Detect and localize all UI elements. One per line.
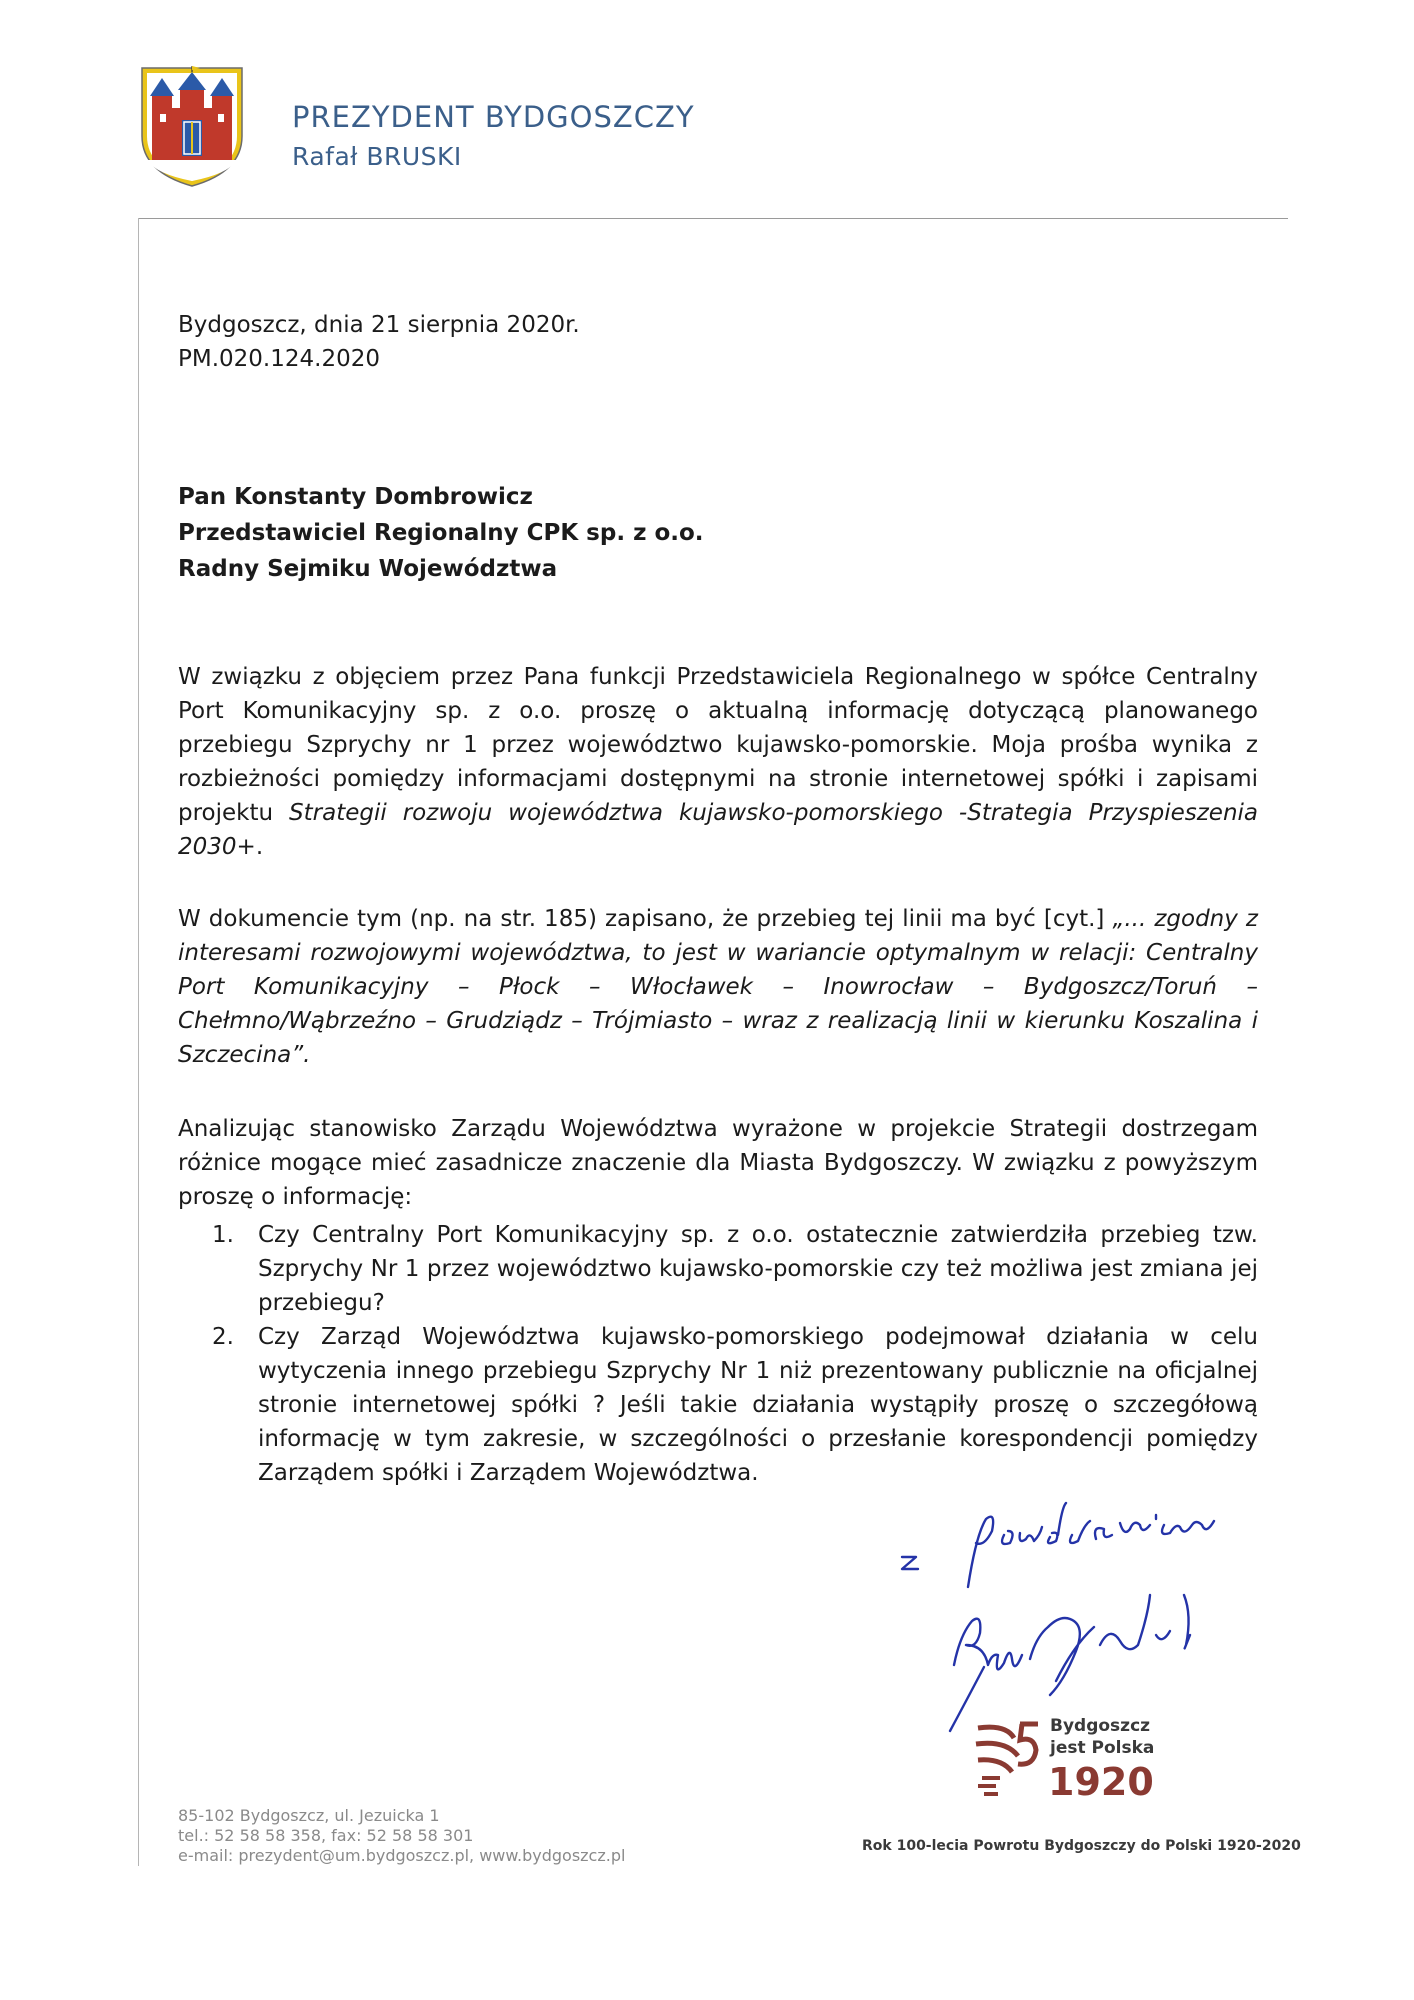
addressee-role: Przedstawiciel Regionalny CPK sp. z o.o.: [178, 520, 704, 546]
paragraph-3: Analizując stanowisko Zarządu Województwa wyrażone w projekcie Strategii dostrzegam różnice mogące mieć zasadnicze znaczenie dla Miasta Bydgoszczy. W związku z powyższym proszę o informację:: [178, 1116, 1258, 1210]
paragraph-1: W związku z objęciem przez Pana funkcji Przedstawiciela Regionalnego w spółce Centralny Port Komunikacyjny sp. z o.o. proszę o aktualną informację dotyczącą planowanego przebiegu Szprychy nr 1 przez województwo kujawsko-pomorskie. Moja prośba wynika z rozbieżności pomiędzy informacjami dostępnymi na stronie internetowej spółki i zapisami projektu Strategii rozwoju województwa kujawsko-pomorskiego -Strategia Przyspieszenia 2030+.: [178, 664, 1259, 860]
addressee-name: Pan Konstanty Dombrowicz: [178, 484, 533, 510]
margin-line: [138, 218, 139, 1866]
reference-number: PM.020.124.2020: [178, 346, 380, 372]
footer-contact: e-mail: prezydent@um.bydgoszcz.pl, www.bydgoszcz.pl: [178, 1846, 626, 1865]
header-divider: [138, 218, 1288, 219]
handwritten-signature: [880, 1495, 1300, 1735]
logo-line-2: jest Polska: [1050, 1738, 1155, 1758]
logo-line-1: Bydgoszcz: [1050, 1716, 1151, 1736]
coat-of-arms-icon: [138, 64, 246, 188]
logo-mark-icon: [972, 1720, 1042, 1804]
officer-name: Rafał BRUSKI: [292, 142, 462, 171]
footer-phone: tel.: 52 58 58 358, fax: 52 58 58 301: [178, 1826, 474, 1845]
paragraph-2: W dokumencie tym (np. na str. 185) zapisano, że przebieg tej linii ma być [cyt.] „... zgodny z interesami rozwojowymi województwa, to jest w wariancie optymalnym w relacji: Centralny Port Komunikacyjny – Płock – Włocławek – Inowrocław – Bydgoszcz/Toruń – Chełmno/Wąbrzeźno – Grudziądz – Trójmiasto – wraz z realizacją linii w kierunku Koszalina i Szczecina”.: [178, 906, 1258, 1068]
list-item: 1. Czy Centralny Port Komunikacyjny sp. z o.o. ostatecznie zatwierdziła przebieg tzw. Szprychy Nr 1 przez województwo kujawsko-pomorskie czy też możliwa jest zmiana jej przebiegu?: [212, 1222, 1258, 1316]
addressee-title: Radny Sejmiku Województwa: [178, 556, 558, 582]
letter-date: Bydgoszcz, dnia 21 sierpnia 2020r.: [178, 312, 580, 338]
question-list: [178, 1218, 1258, 1490]
list-item: 2. Czy Zarząd Województwa kujawsko-pomorskiego podejmował działania w celu wytyczenia innego przebiegu Szprychy Nr 1 niż prezentowany publicznie na oficjalnej stronie internetowej spółki ? Jeśli takie działania wystąpiły proszę o szczegółową informację w tym zakresie, w szczególności o przesłanie korespondencji pomiędzy Zarządem spółki i Zarządem Województwa.: [212, 1324, 1258, 1486]
office-title: PREZYDENT BYDGOSZCZY: [292, 100, 695, 134]
anniversary-caption: Rok 100-lecia Powrotu Bydgoszczy do Polski 1920-2020: [862, 1838, 1301, 1854]
logo-year: 1920: [1048, 1760, 1154, 1804]
anniversary-logo: [972, 1716, 1192, 1808]
footer-address: 85-102 Bydgoszcz, ul. Jezuicka 1: [178, 1806, 440, 1825]
